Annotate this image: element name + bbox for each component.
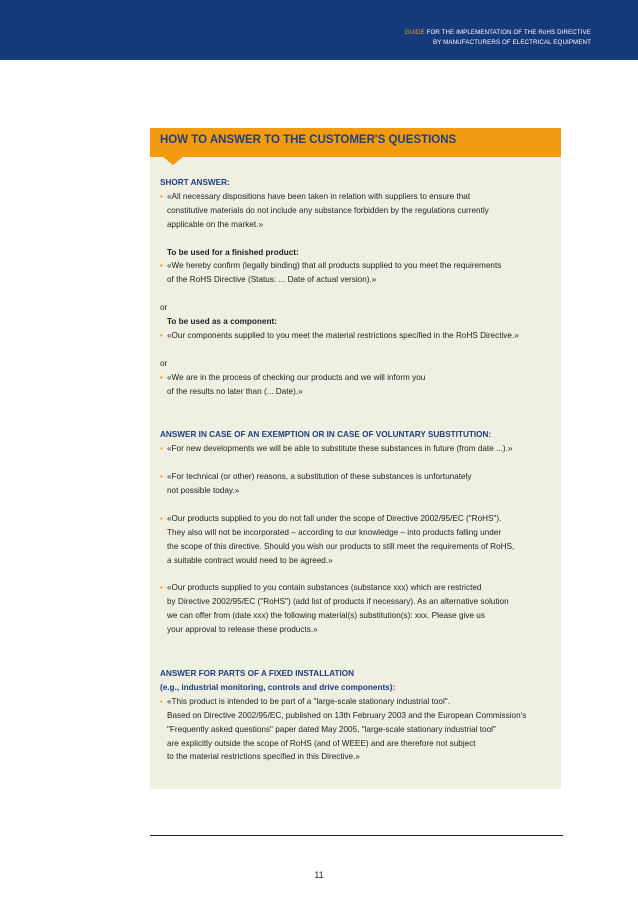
bullet: •	[160, 330, 163, 340]
guide-line-1-text: FOR THE IMPLEMENTATION OF THE RoHS DIRECTIVE	[424, 29, 591, 36]
bullet: •	[160, 696, 163, 706]
box-header	[150, 128, 561, 157]
component-label: To be used as a component:	[167, 317, 277, 327]
line: «Our components supplied to you meet the material restrictions specified in the RoHS Directive.»	[167, 330, 519, 340]
line: "Frequently asked questions" paper dated May 2005, "large-scale stationary industrial tool"	[167, 724, 496, 734]
line: of the RoHS Directive (Status: ... Date of actual version).»	[167, 275, 377, 285]
short-answer-heading: SHORT ANSWER:	[160, 178, 230, 187]
or-label: or	[160, 358, 168, 368]
fixed-installation-heading: ANSWER FOR PARTS OF A FIXED INSTALLATION	[160, 669, 355, 678]
line: «Our products supplied to you do not fall under the scope of Directive 2002/95/EC ("RoHS").	[167, 513, 502, 523]
bullet: •	[160, 191, 163, 201]
line: your approval to release these products.»	[167, 625, 318, 635]
line: «Our products supplied to you contain substances (substance xxx) which are restricted	[167, 583, 482, 593]
bullet: •	[160, 472, 163, 482]
or-label: or	[160, 303, 168, 313]
line: by Directive 2002/95/EC ("RoHS") (add list of products if necessary). As an alternative solution	[167, 597, 509, 607]
line: «For technical (or other) reasons, a substitution of these substances is unfortunately	[167, 472, 472, 482]
line: «We are in the process of checking our products and we will inform you	[167, 372, 426, 382]
exemption-item-1	[160, 442, 556, 456]
line: applicable on the market.»	[167, 219, 264, 229]
line: «We hereby confirm (legally binding) that all products supplied to you meet the requirements	[167, 261, 502, 271]
header-bar	[0, 0, 638, 60]
short-item-1	[160, 190, 556, 232]
line: are explicitly outside the scope of RoHS (and of WEEE) and are therefore not subject	[167, 738, 476, 748]
short-item-2	[160, 259, 556, 287]
guide-accent: GUIDE	[404, 29, 425, 36]
bullet: •	[160, 513, 163, 523]
bullet: •	[160, 444, 163, 454]
line: constitutive materials do not include any substance forbidden by the regulations currently	[167, 205, 489, 215]
bullet: •	[160, 583, 163, 593]
fixed-item-1	[160, 695, 556, 765]
bullet: •	[160, 372, 163, 382]
line: the scope of this directive. Should you wish our products to still meet the requirements of RoHS,	[167, 541, 515, 551]
exemption-item-4	[160, 581, 556, 637]
exemption-item-2	[160, 470, 556, 498]
exemption-heading: ANSWER IN CASE OF AN EXEMPTION OR IN CASE OF VOLUNTARY SUBSTITUTION:	[160, 430, 492, 440]
fixed-installation-subheading: (e.g., industrial monitoring, controls and drive components):	[160, 682, 396, 692]
footer-rule	[150, 835, 563, 836]
line: «For new developments we will be able to substitute these substances in future (from date ...).»	[167, 444, 513, 454]
finished-product-label: To be used for a finished product:	[167, 247, 299, 257]
line: «This product is intended to be part of a "large-scale stationary industrial tool".	[167, 696, 450, 706]
guide-title	[405, 28, 591, 48]
line: «All necessary dispositions have been taken in relation with suppliers to ensure that	[167, 191, 471, 201]
line: not possible today.»	[167, 486, 240, 496]
box-content	[160, 176, 556, 764]
short-item-4	[160, 371, 556, 399]
guide-line-1	[405, 28, 591, 38]
line: of the results no later than (... Date).»	[167, 386, 303, 396]
line: we can offer from (date xxx) the following material(s) substitution(s): xxx. Please give us	[167, 611, 485, 621]
line: They also will not be incorporated – according to our knowledge – into products falling under	[167, 527, 502, 537]
line: to the material restrictions specified in this Directive.»	[167, 752, 360, 762]
short-item-3	[160, 329, 556, 343]
exemption-item-3	[160, 512, 556, 568]
box-title: HOW TO ANSWER TO THE CUSTOMER'S QUESTIONS	[160, 134, 457, 146]
header-pointer	[163, 157, 183, 165]
bullet: •	[160, 261, 163, 271]
line: Based on Directive 2002/95/EC, published on 13th February 2003 and the European Commission's	[167, 710, 527, 720]
guide-line-2: BY MANUFACTURERS OF ELECTRICAL EQUIPMENT	[432, 39, 591, 46]
line: a suitable contract would need to be agreed.»	[167, 555, 333, 565]
page-number: 11	[314, 870, 324, 880]
